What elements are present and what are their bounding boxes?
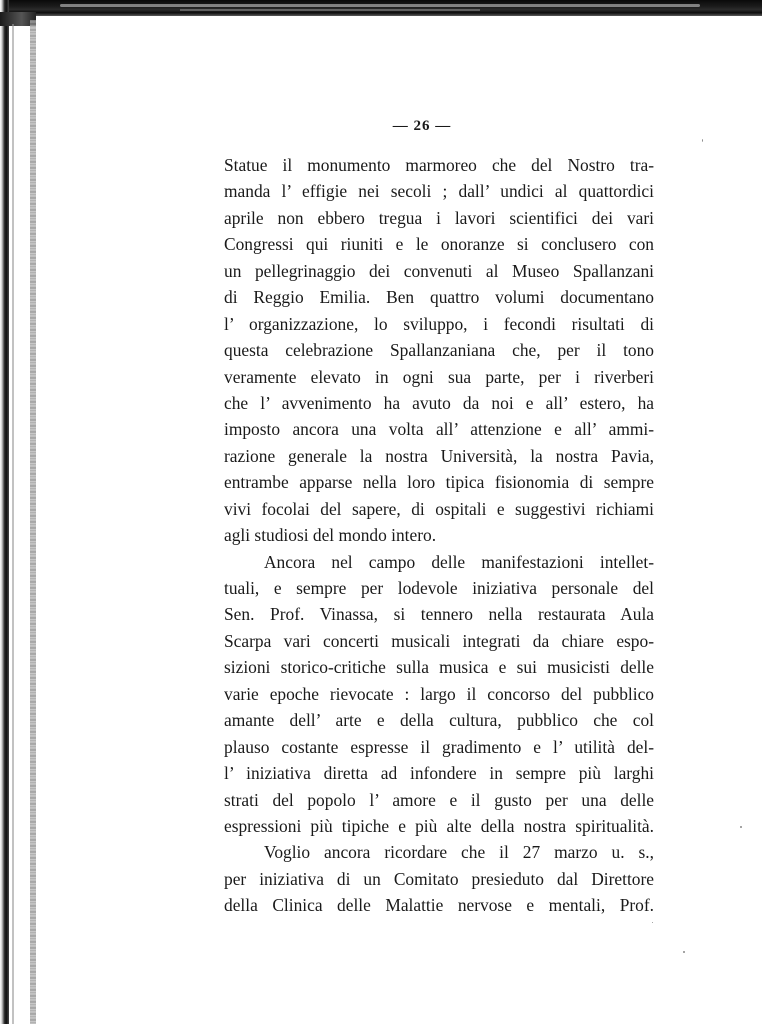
binding-edge-top [0, 0, 762, 16]
text-line: amante dell’ arte e della cultura, pubblico che col [224, 710, 654, 731]
text-line: varie epoche rievocate : largo il concorso del pubblico [224, 683, 654, 704]
text-line: Ancora nel campo delle manifestazioni intellet- [264, 551, 654, 572]
text-line: sizioni storico-critiche sulla musica e sui musicisti delle [224, 657, 654, 678]
body-text [224, 152, 654, 919]
text-line: Scarpa vari concerti musicali integrati da chiare espo- [224, 630, 654, 651]
text-line: vivi focolai del sapere, di ospitali e suggestivi richiami [224, 498, 654, 519]
page-edge-line [12, 24, 14, 1024]
text-line: espressioni più tipiche e più alte della nostra spiritualità. [224, 815, 654, 836]
page-stack-edge [30, 20, 36, 1024]
text-line: della Clinica delle Malattie nervose e mentali, Prof. [224, 895, 654, 916]
edge-streak [180, 9, 480, 11]
text-line: entrambe apparse nella loro tipica fisionomia di sempre [224, 472, 654, 493]
text-line: di Reggio Emilia. Ben quattro volumi documentano [224, 287, 654, 308]
text-line: razione generale la nostra Università, la nostra Pavia, [224, 445, 654, 466]
text-line: aprile non ebbero tregua i lavori scientifici dei vari [224, 207, 654, 228]
text-line: tuali, e sempre per lodevole iniziativa personale del [224, 578, 654, 598]
text-line: un pellegrinaggio dei convenuti al Museo Spallanzani [224, 260, 654, 281]
scan-speck [683, 951, 685, 953]
text-line: strati del popolo l’ amore e il gusto per una delle [224, 789, 654, 810]
text-line: che l’ avvenimento ha avuto da noi e all’ estero, ha [224, 392, 654, 413]
text-line: Congressi qui riuniti e le onoranze si conclusero con [224, 234, 654, 255]
edge-streak [60, 4, 700, 7]
text-line: agli studiosi del mondo intero. [224, 525, 437, 546]
text-line: Statue il monumento marmoreo che del Nostro tra- [224, 155, 654, 175]
text-line: plauso costante espresse il gradimento e l’ utilità del- [224, 736, 654, 757]
scan-speck [652, 922, 653, 923]
binding-edge-left [0, 0, 9, 1024]
text-line: Sen. Prof. Vinassa, si tennero nella restaurata Aula [224, 604, 654, 625]
text-line: l’ iniziativa diretta ad infondere in sempre più larghi [224, 763, 654, 784]
scan-speck [702, 139, 703, 142]
text-line: l’ organizzazione, lo sviluppo, i fecondi risultati di [224, 313, 654, 334]
text-line: manda l’ effigie nei secoli ; dall’ undici al quattordici [224, 181, 654, 202]
text-line: per iniziativa di un Comitato presieduto dal Direttore [224, 868, 654, 889]
text-line: questa celebrazione Spallanzaniana che, per il tono [224, 340, 654, 361]
page-number: — 26 — [392, 118, 452, 134]
text-line: imposto ancora una volta all’ attenzione e all’ ammi- [224, 419, 654, 440]
scan-speck [740, 826, 742, 828]
text-line: Voglio ancora ricordare che il 27 marzo u. s., [264, 842, 654, 863]
text-line: veramente elevato in ogni sua parte, per i riverberi [224, 366, 654, 387]
